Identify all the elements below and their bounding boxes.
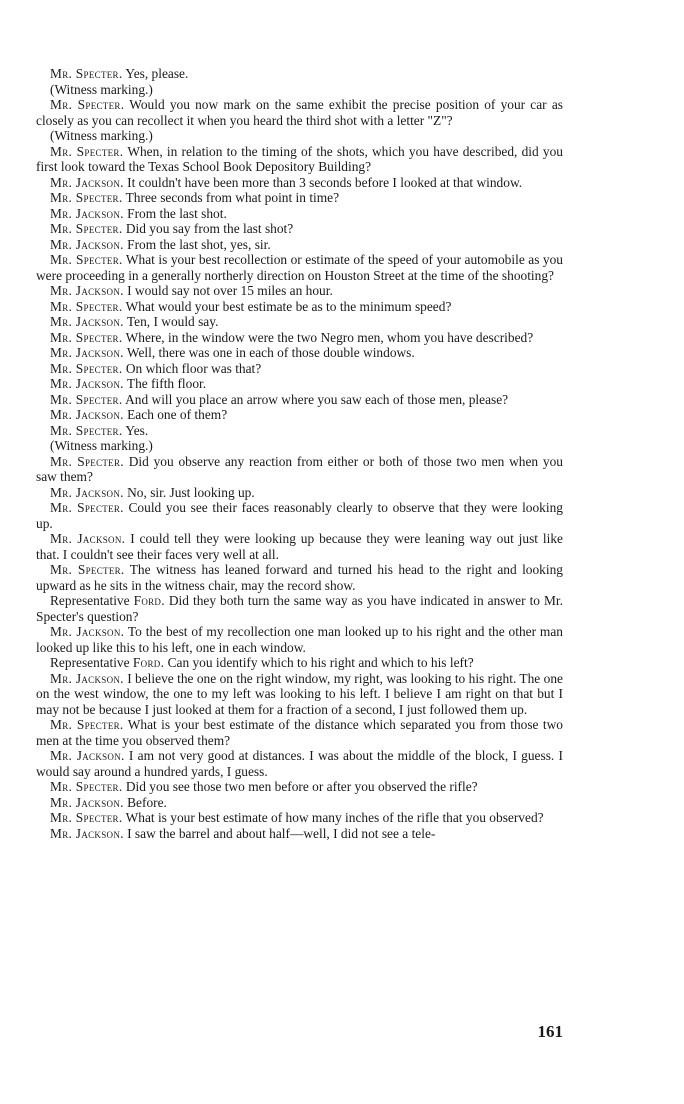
statement-text: I would say not over 15 miles an hour. bbox=[123, 283, 333, 298]
testimony-paragraph bbox=[36, 345, 563, 361]
testimony-paragraph bbox=[36, 671, 563, 718]
statement-text: (Witness marking.) bbox=[50, 128, 153, 143]
testimony-paragraph bbox=[36, 810, 563, 826]
speaker-name: Mr. Jackson. bbox=[50, 407, 124, 422]
testimony-paragraph bbox=[36, 314, 563, 330]
testimony-paragraph bbox=[36, 407, 563, 423]
speaker-name: Mr. Specter. bbox=[50, 717, 124, 732]
speaker-name: Mr. Jackson. bbox=[50, 748, 125, 763]
speaker-name: Mr. Specter. bbox=[50, 360, 123, 376]
statement-text: Did they both turn the same way as you have indicated in answer to Mr. Specter's question? bbox=[36, 593, 563, 624]
speaker-name: Ford. bbox=[133, 593, 165, 608]
transcript-body bbox=[36, 66, 563, 841]
testimony-paragraph bbox=[36, 190, 563, 206]
speaker-name: Mr. Specter. bbox=[50, 500, 124, 515]
speaker-name: Mr. Jackson. bbox=[50, 236, 124, 252]
statement-text: Could you see their faces reasonably clearly to observe that they were looking up. bbox=[36, 500, 563, 531]
speaker-name: Mr. Jackson. bbox=[50, 376, 124, 391]
statement-text: When, in relation to the timing of the shots, which you have described, did you first look toward the Texas School Book Depository Building? bbox=[36, 143, 563, 174]
statement-text: (Witness marking.) bbox=[50, 438, 153, 453]
speaker-name: Mr. Specter. bbox=[50, 66, 123, 81]
testimony-paragraph bbox=[36, 175, 563, 191]
page-number: 161 bbox=[537, 1022, 563, 1041]
statement-text: The witness has leaned forward and turned his head to the right and looking upward as he sits in the witness chair, may the record show. bbox=[36, 562, 563, 593]
statement-text: From the last shot, yes, sir. bbox=[123, 236, 271, 252]
statement-text: Ten, I would say. bbox=[123, 314, 219, 329]
statement-text: What would your best estimate be as to the minimum speed? bbox=[122, 298, 452, 314]
testimony-paragraph bbox=[36, 144, 563, 175]
speaker-name: Ford. bbox=[132, 655, 165, 670]
testimony-paragraph bbox=[36, 717, 563, 748]
stage-direction bbox=[36, 82, 563, 98]
testimony-paragraph bbox=[36, 376, 563, 392]
speaker-name: Mr. Jackson. bbox=[50, 794, 124, 810]
statement-text: Each one of them? bbox=[123, 407, 228, 422]
testimony-paragraph bbox=[36, 97, 563, 128]
statement-text: From the last shot. bbox=[123, 205, 227, 221]
statement-text: On which floor was that? bbox=[122, 360, 262, 376]
testimony-paragraph bbox=[36, 593, 563, 624]
testimony-paragraph bbox=[36, 531, 563, 562]
testimony-paragraph bbox=[36, 655, 563, 671]
speaker-name: Mr. Specter. bbox=[50, 329, 123, 345]
statement-text: And will you place an arrow where you saw each of those men, please? bbox=[122, 391, 509, 407]
speaker-name: Mr. Specter. bbox=[50, 298, 123, 314]
testimony-paragraph bbox=[36, 454, 563, 485]
testimony-paragraph bbox=[36, 500, 563, 531]
statement-text: Before. bbox=[123, 794, 167, 810]
testimony-paragraph bbox=[36, 624, 563, 655]
statement-text: It couldn't have been more than 3 seconds before I looked at that window. bbox=[123, 174, 523, 190]
speaker-name: Mr. Jackson. bbox=[50, 345, 124, 360]
speaker-name: Mr. Specter. bbox=[50, 391, 123, 407]
statement-text: Yes, please. bbox=[122, 66, 189, 81]
speaker-title: Representative bbox=[50, 593, 134, 608]
speaker-name: Mr. Jackson. bbox=[50, 624, 125, 639]
speaker-name: Mr. Jackson. bbox=[50, 174, 124, 190]
testimony-paragraph bbox=[36, 423, 563, 439]
statement-text: I believe the one on the right window, my right, was looking to his right. The one on the west window, the one to my left was looking to his left. I believe I am right on that but I may not be because I just looked at them for a fraction of a second, I just followed them up. bbox=[36, 670, 563, 717]
statement-text: I saw the barrel and about half—well, I did not see a tele- bbox=[123, 825, 436, 841]
testimony-paragraph bbox=[36, 779, 563, 795]
speaker-name: Mr. Specter. bbox=[50, 252, 123, 267]
speaker-name: Mr. Jackson. bbox=[50, 484, 124, 500]
statement-text: No, sir. Just looking up. bbox=[123, 484, 255, 500]
testimony-paragraph bbox=[36, 795, 563, 811]
statement-text: Where, in the window were the two Negro men, whom you have described? bbox=[122, 329, 534, 345]
testimony-paragraph bbox=[36, 562, 563, 593]
speaker-name: Mr. Jackson. bbox=[50, 531, 126, 546]
statement-text: What is your best estimate of how many inches of the rifle that you observed? bbox=[122, 810, 544, 825]
speaker-name: Mr. Specter. bbox=[50, 453, 124, 469]
speaker-name: Mr. Specter. bbox=[50, 190, 123, 205]
testimony-paragraph bbox=[36, 237, 563, 253]
speaker-name: Mr. Jackson. bbox=[50, 205, 124, 221]
testimony-paragraph bbox=[36, 283, 563, 299]
statement-text: Yes. bbox=[122, 422, 149, 438]
speaker-name: Mr. Specter. bbox=[50, 779, 123, 794]
testimony-paragraph bbox=[36, 392, 563, 408]
stage-direction bbox=[36, 128, 563, 144]
speaker-name: Mr. Specter. bbox=[50, 422, 123, 438]
statement-text: Did you see those two men before or after you observed the rifle? bbox=[122, 779, 478, 794]
statement-text: I am not very good at distances. I was about the middle of the block, I guess. I would say around a hundred yards, I guess. bbox=[36, 748, 563, 779]
statement-text: The fifth floor. bbox=[123, 376, 207, 391]
speaker-name: Mr. Specter. bbox=[50, 562, 125, 577]
testimony-paragraph bbox=[36, 299, 563, 315]
statement-text: Did you observe any reaction from either or both of those two men when you saw them? bbox=[36, 453, 563, 484]
testimony-paragraph bbox=[36, 221, 563, 237]
testimony-paragraph bbox=[36, 206, 563, 222]
testimony-paragraph bbox=[36, 361, 563, 377]
statement-text: Three seconds from what point in time? bbox=[122, 190, 340, 205]
speaker-name: Mr. Specter. bbox=[50, 97, 125, 112]
speaker-name: Mr. Jackson. bbox=[50, 670, 124, 686]
speaker-name: Mr. Specter. bbox=[50, 143, 124, 159]
statement-text: What is your best estimate of the distance which separated you from those two men at the time you observed them? bbox=[36, 717, 563, 748]
speaker-name: Mr. Jackson. bbox=[50, 314, 124, 329]
statement-text: To the best of my recollection one man looked up to his right and the other man looked up like this to his left, one in each window. bbox=[36, 624, 563, 655]
stage-direction bbox=[36, 438, 563, 454]
speaker-name: Mr. Jackson. bbox=[50, 283, 124, 298]
speaker-name: Mr. Jackson. bbox=[50, 825, 124, 841]
speaker-name: Mr. Specter. bbox=[50, 221, 123, 236]
statement-text: Well, there was one in each of those double windows. bbox=[123, 345, 415, 360]
statement-text: I could tell they were looking up because they were leaning way out just like that. I couldn't see their faces very well at all. bbox=[36, 531, 563, 562]
speaker-title: Representative bbox=[50, 655, 133, 670]
speaker-name: Mr. Specter. bbox=[50, 810, 123, 825]
statement-text: What is your best recollection or estimate of the speed of your automobile as you were proceeding in a generally northerly direction on Houston Street at the time of the shooting? bbox=[36, 252, 563, 283]
statement-text: Would you now mark on the same exhibit the precise position of your car as closely as you can recollect it when you heard the third shot with a letter "Z"? bbox=[36, 97, 563, 128]
statement-text: Did you say from the last shot? bbox=[122, 221, 294, 236]
testimony-paragraph bbox=[36, 485, 563, 501]
testimony-paragraph bbox=[36, 826, 563, 842]
testimony-paragraph bbox=[36, 330, 563, 346]
testimony-paragraph bbox=[36, 748, 563, 779]
testimony-paragraph bbox=[36, 252, 563, 283]
statement-text: Can you identify which to his right and which to his left? bbox=[164, 655, 474, 670]
statement-text: (Witness marking.) bbox=[50, 81, 153, 97]
testimony-paragraph bbox=[36, 66, 563, 82]
